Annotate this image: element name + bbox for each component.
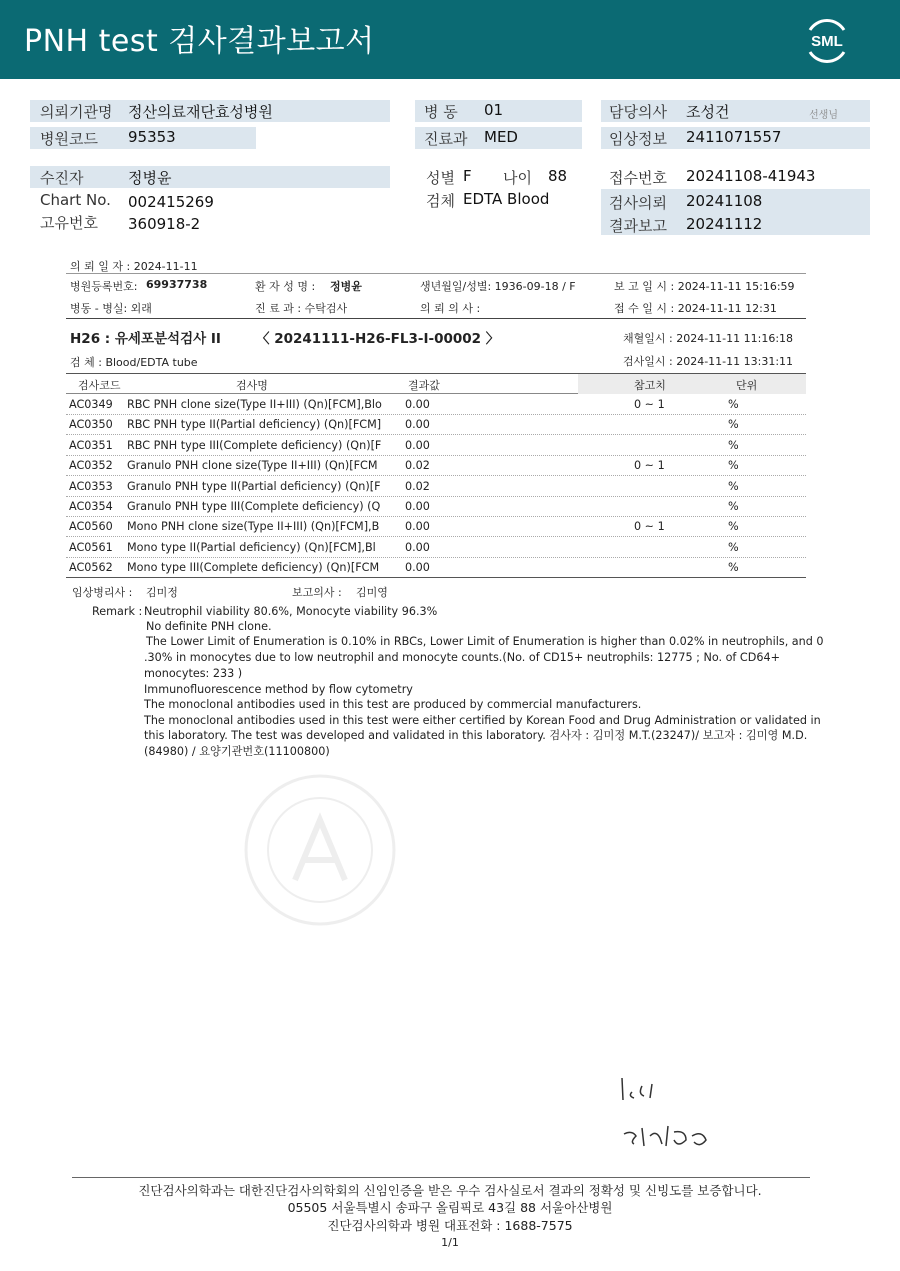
sex-label: 성별: [426, 169, 455, 187]
institution-label: 의뢰기관명: [40, 103, 113, 121]
table-row: AC0560 Mono PNH clone size(Type II+III) (Qn)[FCM],B 0.00 0 ~ 1 %: [66, 517, 806, 537]
reporter-label: 보고의사 :: [292, 586, 342, 599]
remark-line: (84980) / 요양기관번호(11100800): [144, 745, 330, 758]
ward-value: 01: [484, 101, 504, 119]
remark-label: Remark :: [92, 605, 143, 618]
table-row: AC0350 RBC PNH type II(Partial deficiency) (Qn)[FCM] 0.00 %: [66, 415, 806, 435]
chart-label: Chart No.: [40, 191, 111, 209]
handwritten-signature: [616, 1070, 746, 1160]
hospcode-label: 병원코드: [40, 130, 98, 148]
remark-line: The Lower Limit of Enumeration is 0.10% in RBCs, Lower Limit of Enumeration is higher than 0.02% in neutrophils, and 0: [146, 635, 824, 648]
patient-label: 수진자: [40, 169, 84, 187]
ward-room: 병동 - 병실: 외래: [70, 302, 152, 315]
table-row: AC0351 RBC PNH type III(Complete deficiency) (Qn)[F 0.00 %: [66, 436, 806, 456]
uid-label: 고유번호: [40, 214, 98, 232]
col-value: 결과값: [408, 379, 440, 392]
remark-line: Neutrophil viability 80.6%, Monocyte viability 96.3%: [144, 605, 438, 618]
pname-value: 정병윤: [330, 280, 362, 293]
doctor-label: 담당의사: [609, 103, 667, 121]
clinical-label: 임상정보: [609, 130, 667, 148]
pname-label: 환 자 성 명 :: [255, 280, 316, 293]
institution-value: 정산의료재단효성병원: [128, 103, 273, 121]
doctor-suffix: 선생님: [809, 110, 838, 121]
remark-line: No definite PNH clone.: [146, 620, 272, 633]
age-value: 88: [548, 167, 568, 185]
footer-address: 05505 서울특별시 송파구 올림픽로 43길 88 서울아산병원: [287, 1200, 613, 1215]
ward-label: 병 동: [424, 103, 458, 121]
col-unit: 단위: [736, 379, 758, 392]
age-label: 나이: [503, 169, 532, 187]
divider: [66, 273, 806, 274]
test-code: 〈 20241111-H26-FL3-I-00002 〉: [256, 331, 500, 347]
remark-line: .30% in monocytes due to low neutrophil and monocyte counts.(No. of CD15+ neutrophils: 12775 ; No. of CD64+: [144, 651, 780, 664]
table-row: AC0562 Mono type III(Complete deficiency) (Qn)[FCM 0.00 %: [66, 558, 806, 578]
test-specimen: 검 체 : Blood/EDTA tube: [70, 356, 198, 369]
col-ref: 참고치: [634, 379, 666, 392]
remark-line: Immunofluorescence method by flow cytometry: [144, 683, 413, 696]
test-heading: H26 : 유세포분석검사 II: [70, 331, 221, 347]
dept-value: MED: [484, 128, 518, 146]
result-label: 결과보고: [609, 217, 667, 235]
specimen-value: EDTA Blood: [463, 190, 550, 208]
specimen-label: 검체: [426, 192, 455, 210]
request-value: 20241108: [686, 192, 763, 210]
seal-watermark: [240, 770, 400, 930]
patient-bar: [30, 166, 390, 188]
regno-value: 69937738: [146, 278, 208, 291]
logo-text: SML: [811, 33, 843, 50]
birth-info: 생년월일/성별: 1936-09-18 / F: [420, 280, 576, 293]
remark-line: The monoclonal antibodies used in this test were either certified by Korean Food and Drug Administration or validated in: [144, 714, 821, 727]
table-row: AC0354 Granulo PNH type III(Complete deficiency) (Q 0.00 %: [66, 497, 806, 517]
col-code: 검사코드: [78, 379, 121, 392]
clinical-value: 2411071557: [686, 128, 782, 146]
sml-logo: [802, 12, 852, 66]
remark-line: monocytes: 233 ): [144, 667, 243, 680]
regno-label: 병원등록번호:: [70, 280, 138, 293]
table-row: AC0561 Mono type II(Partial deficiency) (Qn)[FCM],Bl 0.00 %: [66, 538, 806, 558]
col-name: 검사명: [236, 379, 268, 392]
hospcode-value: 95353: [128, 128, 176, 146]
pathologist-value: 김미정: [146, 586, 178, 599]
table-row: AC0353 Granulo PNH type II(Partial deficiency) (Qn)[F 0.02 %: [66, 477, 806, 497]
uid-value: 360918-2: [128, 215, 201, 233]
exam-time: 검사일시 : 2024-11-11 13:31:11: [623, 355, 794, 368]
table-row: AC0349 RBC PNH clone size(Type II+III) (Qn)[FCM],Blo 0.00 0 ~ 1 %: [66, 395, 806, 415]
req-doctor: 의 뢰 의 사 :: [420, 302, 481, 315]
receipt-time: 접 수 일 시 : 2024-11-11 12:31: [614, 302, 777, 315]
report-date: 보 고 일 시 : 2024-11-11 15:16:59: [614, 280, 795, 293]
receipt-label: 접수번호: [609, 169, 667, 187]
report-header: [0, 0, 900, 79]
result-value: 20241112: [686, 215, 763, 233]
doctor-value: 조성건: [686, 103, 730, 121]
pathologist-label: 임상병리사 :: [72, 586, 133, 599]
footer-divider: [72, 1177, 810, 1178]
page-number: 1/1: [441, 1236, 459, 1249]
request-label: 검사의뢰: [609, 194, 667, 212]
sub-dept: 진 료 과 : 수탁검사: [255, 302, 348, 315]
sex-value: F: [463, 167, 472, 185]
patient-value: 정병윤: [128, 169, 172, 187]
chart-value: 002415269: [128, 193, 214, 211]
footer-certification: 진단검사의학과는 대한진단검사의학회의 신임인증을 받은 우수 검사실로서 결과의 정확성 및 신빙도를 보증합니다.: [138, 1183, 762, 1198]
dept-label: 진료과: [424, 130, 468, 148]
reporter-value: 김미영: [356, 586, 388, 599]
remark-line: The monoclonal antibodies used in this test are produced by commercial manufacturers.: [144, 698, 642, 711]
table-row: AC0352 Granulo PNH clone size(Type II+III) (Qn)[FCM 0.02 0 ~ 1 %: [66, 456, 806, 476]
report-title: PNH test 검사결과보고서: [24, 24, 375, 59]
receipt-value: 20241108-41943: [686, 167, 816, 185]
request-date: 의 뢰 일 자 : 2024-11-11: [70, 260, 198, 273]
collect-time: 채혈일시 : 2024-11-11 11:16:18: [623, 332, 794, 345]
remark-line: this laboratory. The test was developed and validated in this laboratory. 검사자 : 김미정 M.T.(23247)/ 보고자 : 김미영 M.D.: [144, 729, 808, 742]
table-header: [66, 373, 806, 394]
footer-contact: 진단검사의학과 병원 대표전화 : 1688-7575: [327, 1218, 573, 1233]
ref-shade: [578, 374, 806, 394]
divider: [66, 318, 806, 319]
